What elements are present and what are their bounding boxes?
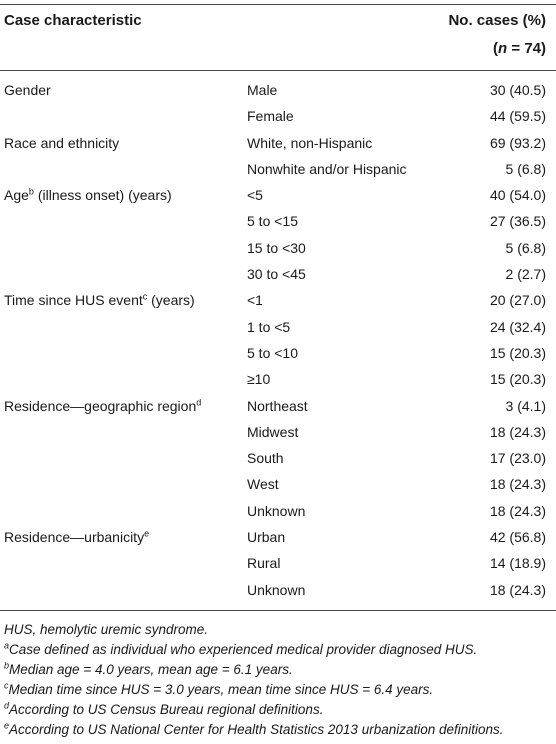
count-cell: 24 (32.4) [489, 318, 546, 335]
category-cell: 15 to <30 [247, 239, 306, 256]
count-cell: 15 (20.3) [489, 344, 546, 361]
top-rule [0, 4, 556, 5]
footnote: $^a$Case defined as individual who experienced medical provider diagnosed HUS. [4, 640, 478, 657]
count-cell: 15 (20.3) [489, 371, 546, 388]
count-cell: 14 (18.9) [489, 555, 546, 572]
count-cell: 18 (24.3) [489, 476, 546, 493]
category-cell: 30 to <45 [247, 266, 306, 283]
characteristic-cell: Residence—geographic region$^d$ [4, 396, 202, 414]
category-cell: 5 to <15 [247, 213, 298, 230]
header-case-characteristic: Case characteristic [4, 12, 142, 29]
count-cell: 3 (4.1) [505, 397, 546, 414]
table-row [0, 262, 556, 288]
category-cell: 5 to <10 [247, 344, 298, 361]
footnote: $^d$According to US Census Bureau regional definitions. [4, 700, 324, 717]
category-cell: Nonwhite and/or Hispanic [247, 160, 407, 177]
count-cell: 18 (24.3) [489, 581, 546, 598]
category-cell: <5 [247, 187, 263, 204]
count-cell: 5 (6.8) [505, 160, 546, 177]
count-cell: 18 (24.3) [489, 502, 546, 519]
characteristic-cell: Race and ethnicity [4, 134, 120, 151]
table-row [0, 525, 556, 551]
table-row [0, 551, 556, 577]
table-row [0, 131, 556, 157]
count-cell: 18 (24.3) [489, 423, 546, 440]
characteristic-cell: Residence—urbanicity$^e$ [4, 528, 150, 546]
category-cell: Unknown [247, 581, 306, 598]
table-row [0, 499, 556, 525]
table-row [0, 78, 556, 104]
category-cell: ≥10 [247, 371, 271, 388]
count-cell: 17 (23.0) [489, 450, 546, 467]
table-row [0, 341, 556, 367]
table-row [0, 183, 556, 209]
count-cell: 40 (54.0) [489, 187, 546, 204]
table-row [0, 236, 556, 262]
count-cell: 30 (40.5) [489, 82, 546, 98]
header-n-total: (n = 74) [493, 40, 546, 57]
category-cell: Northeast [247, 397, 308, 414]
category-cell: Rural [247, 555, 281, 572]
category-cell: White, non-Hispanic [247, 134, 373, 151]
header-no-cases: No. cases (%) [448, 12, 546, 29]
table-row [0, 420, 556, 446]
table-row [0, 288, 556, 314]
table-body [0, 78, 556, 604]
table-row [0, 578, 556, 604]
category-cell: Male [247, 82, 278, 98]
category-cell: Midwest [247, 423, 299, 440]
footnote: $^b$Median age = 4.0 years, mean age = 6.1 years. [4, 660, 293, 677]
count-cell: 69 (93.2) [489, 134, 546, 151]
table-row [0, 367, 556, 393]
footnote: $^c$Median time since HUS = 3.0 years, mean time since HUS = 6.4 years. [4, 680, 434, 697]
table-row [0, 104, 556, 130]
count-cell: 27 (36.5) [489, 213, 546, 230]
table-row [0, 394, 556, 420]
count-cell: 44 (59.5) [489, 108, 546, 125]
category-cell: 1 to <5 [247, 318, 291, 335]
footnote: HUS, hemolytic uremic syndrome. [4, 622, 209, 637]
table-row [0, 472, 556, 498]
characteristic-cell: Time since HUS event$^c$ (years) [4, 291, 195, 309]
table-row [0, 209, 556, 235]
count-cell: 5 (6.8) [505, 239, 546, 256]
category-cell: Unknown [247, 502, 306, 519]
table-row [0, 315, 556, 341]
count-cell: 20 (27.0) [489, 292, 546, 309]
count-cell: 2 (2.7) [505, 266, 546, 283]
count-cell: 42 (56.8) [489, 529, 546, 546]
category-cell: <1 [247, 292, 263, 309]
footnote: $^e$According to US National Center for Health Statistics 2013 urbanization definitions. [4, 720, 504, 737]
category-cell: South [247, 450, 284, 467]
category-cell: Urban [247, 529, 286, 546]
table-row [0, 157, 556, 183]
footnotes [4, 620, 554, 740]
category-cell: Female [247, 108, 294, 125]
bottom-rule [0, 610, 556, 611]
characteristic-cell: Age$^b$ (illness onset) (years) [4, 186, 172, 204]
header-rule [0, 70, 556, 71]
characteristic-cell: Gender [4, 82, 51, 98]
table-row [0, 446, 556, 472]
category-cell: West [247, 476, 279, 493]
